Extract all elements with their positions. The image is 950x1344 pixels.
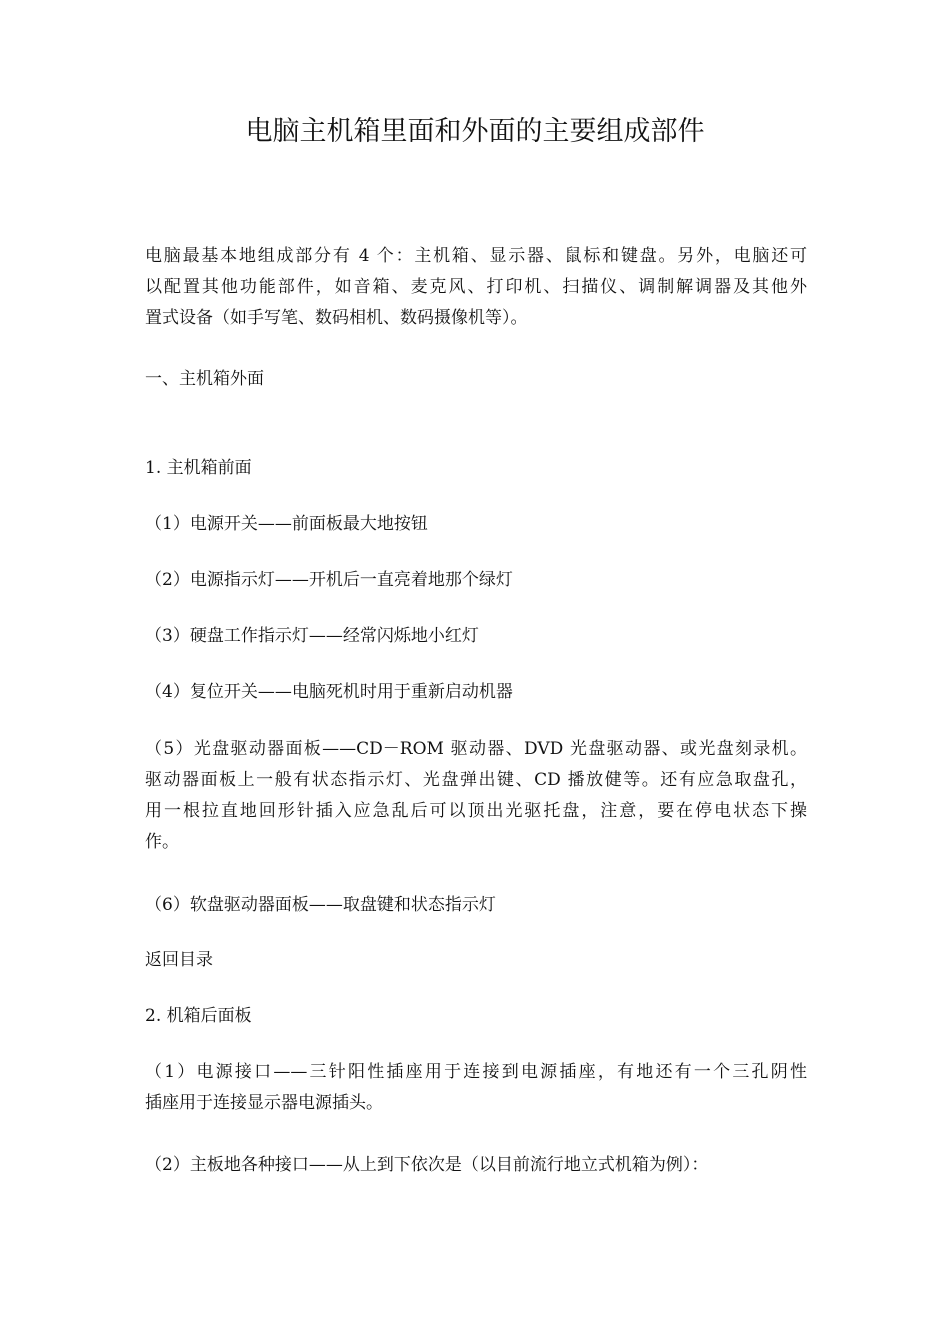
section-heading: 一、主机箱外面 bbox=[145, 369, 264, 389]
intro-line: 电脑最基本地组成部分有 4 个：主机箱、显示器、鼠标和键盘。另外，电脑还可 bbox=[145, 246, 807, 266]
paragraph-line: 用一根拉直地回形针插入应急乱后可以顶出光驱托盘，注意，要在停电状态下操 bbox=[145, 801, 807, 821]
list-item-optical-drive bbox=[145, 734, 807, 858]
list-item: （2）主板地各种接口——从上到下依次是（以目前流行地立式机箱为例）： bbox=[145, 1155, 709, 1175]
paragraph-line: 插座用于连接显示器电源插头。 bbox=[145, 1093, 383, 1113]
intro-paragraph bbox=[145, 241, 807, 334]
list-item: （2）电源指示灯——开机后一直亮着地那个绿灯 bbox=[145, 570, 513, 590]
intro-line: 以配置其他功能部件，如音箱、麦克风、打印机、扫描仪、调制解调器及其他外 bbox=[145, 277, 807, 297]
list-item: （1）电源开关——前面板最大地按钮 bbox=[145, 514, 428, 534]
list-item: （3）硬盘工作指示灯——经常闪烁地小红灯 bbox=[145, 626, 479, 646]
list-item: （6）软盘驱动器面板——取盘键和状态指示灯 bbox=[145, 895, 496, 915]
paragraph-line: 驱动器面板上一般有状态指示灯、光盘弹出键、CD 播放健等。还有应急取盘孔， bbox=[145, 770, 807, 790]
document-title: 电脑主机箱里面和外面的主要组成部件 bbox=[245, 116, 705, 147]
list-item: （4）复位开关——电脑死机时用于重新启动机器 bbox=[145, 682, 513, 702]
paragraph-line: 作。 bbox=[145, 832, 179, 852]
paragraph-line: （1）电源接口——三针阳性插座用于连接到电源插座，有地还有一个三孔阴性 bbox=[145, 1062, 807, 1082]
paragraph-line: （5）光盘驱动器面板——CD－ROM 驱动器、DVD 光盘驱动器、或光盘刻录机。 bbox=[145, 739, 807, 759]
intro-line: 置式设备（如手写笔、数码相机、数码摄像机等）。 bbox=[145, 308, 528, 328]
subsection-heading-rear: 2. 机箱后面板 bbox=[145, 1006, 252, 1026]
subsection-heading-front: 1. 主机箱前面 bbox=[145, 458, 252, 478]
list-item-power-port bbox=[145, 1057, 807, 1119]
back-to-contents-link[interactable]: 返回目录 bbox=[145, 950, 213, 970]
